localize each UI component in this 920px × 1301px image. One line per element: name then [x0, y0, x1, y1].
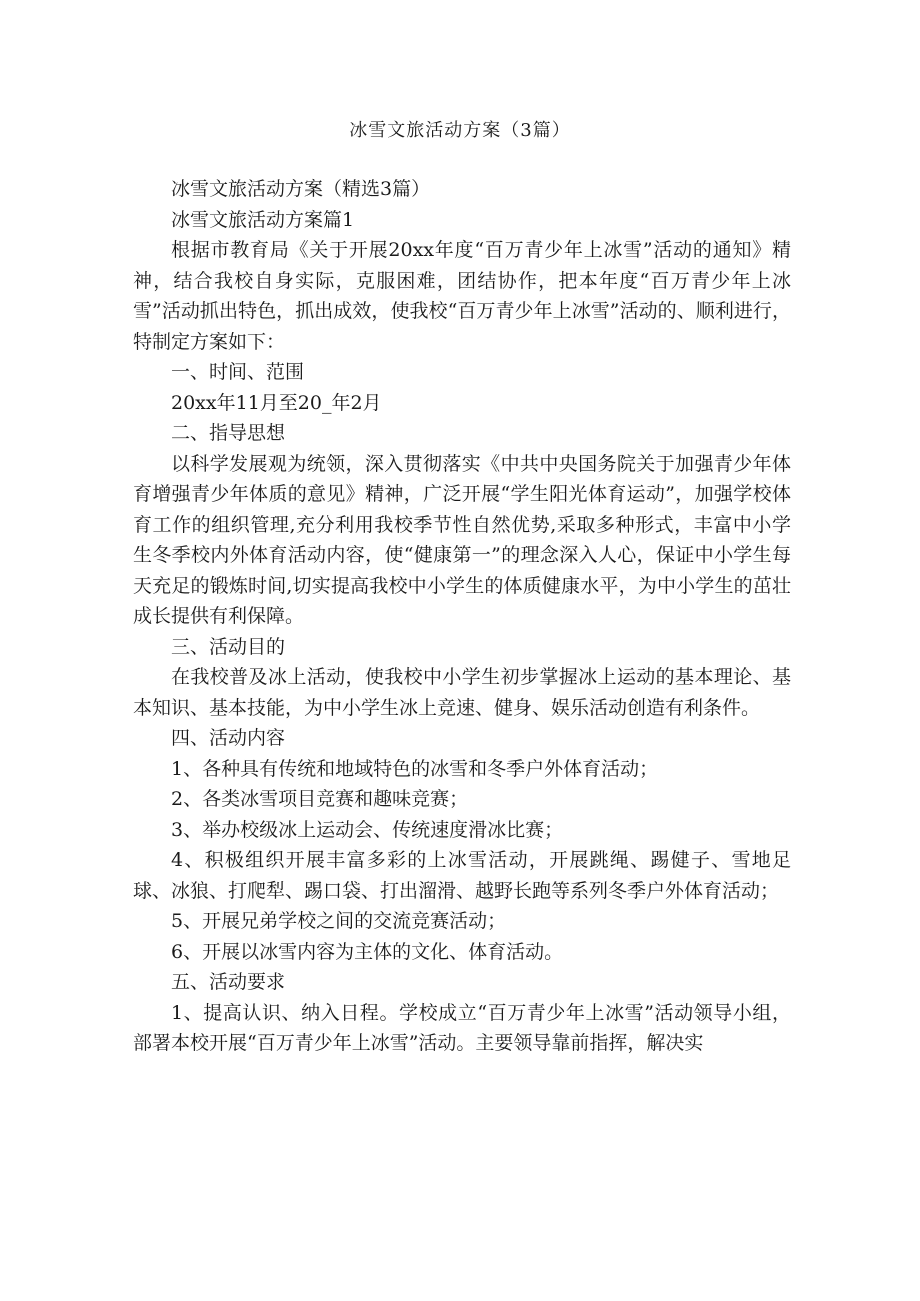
section-heading-part1: 冰雪文旅活动方案篇1 [171, 208, 355, 231]
list-item-content-1: 1、各种具有传统和地域特色的冰雪和冬季户外体育活动； [171, 757, 659, 780]
list-item-content-6: 6、开展以冰雪内容为主体的文化、体育活动。 [171, 940, 564, 963]
list-item-content-4: 4、积极组织开展丰富多彩的上冰雪活动，开展跳绳、踢健子、雪地足球、冰狼、打爬犁、踢口袋、打出溜滑、越野长跑等系列冬季户外体育活动； [133, 849, 791, 902]
list-item-content-3: 3、举办校级冰上运动会、传统速度滑冰比赛； [171, 818, 564, 841]
paragraph-intro: 根据市教育局《关于开展20xx年度“百万青少年上冰雪”活动的通知》精神，结合我校自身实际，克服困难，团结协作，把本年度“百万青少年上冰雪”活动抓出特色，抓出成效，使我校“百万青少年上冰雪”活动的、顺利进行，特制定方案如下： [133, 239, 791, 353]
list-item-content-2: 2、各类冰雪项目竞赛和趣味竞赛； [171, 788, 469, 810]
heading-time-scope: 一、时间、范围 [171, 361, 305, 383]
subtitle: 冰雪文旅活动方案（精选3篇） [171, 178, 431, 200]
document-body [133, 174, 791, 1059]
heading-guiding-ideology: 二、指导思想 [171, 422, 286, 444]
list-item-requirement-1: 1、提高认识、纳入日程。学校成立“百万青少年上冰雪”活动领导小组，部署本校开展“百万青少年上冰雪”活动。主要领导靠前指挥，解决实 [133, 1001, 791, 1054]
heading-activity-purpose: 三、活动目的 [171, 635, 286, 658]
paragraph-time: 20xx年11月至20_年2月 [171, 391, 382, 414]
list-item-content-5: 5、开展兄弟学校之间的交流竞赛活动； [171, 910, 507, 932]
document-title: 冰雪文旅活动方案（3篇） [349, 120, 571, 141]
paragraph-activity-purpose: 在我校普及冰上活动，使我校中小学生初步掌握冰上运动的基本理论、基本知识、基本技能，为中小学生冰上竞速、健身、娱乐活动创造有利条件。 [133, 666, 791, 719]
heading-activity-requirements: 五、活动要求 [171, 971, 286, 993]
paragraph-guiding-ideology: 以科学发展观为统领，深入贯彻落实《中共中央国务院关于加强青少年体育增强青少年体质的意见》精神，广泛开展“学生阳光体育运动”，加强学校体育工作的组织管理,充分利用我校季节性自然优势,采取多种形式，丰富中小学生冬季校内外体育活动内容，使“健康第一”的理念深入人心，保证中小学生每天充足的锻炼时间,切实提高我校中小学生的体质健康水平，为中小学生的茁壮成长提供有利保障。 [133, 452, 791, 627]
heading-activity-content: 四、活动内容 [171, 727, 286, 749]
